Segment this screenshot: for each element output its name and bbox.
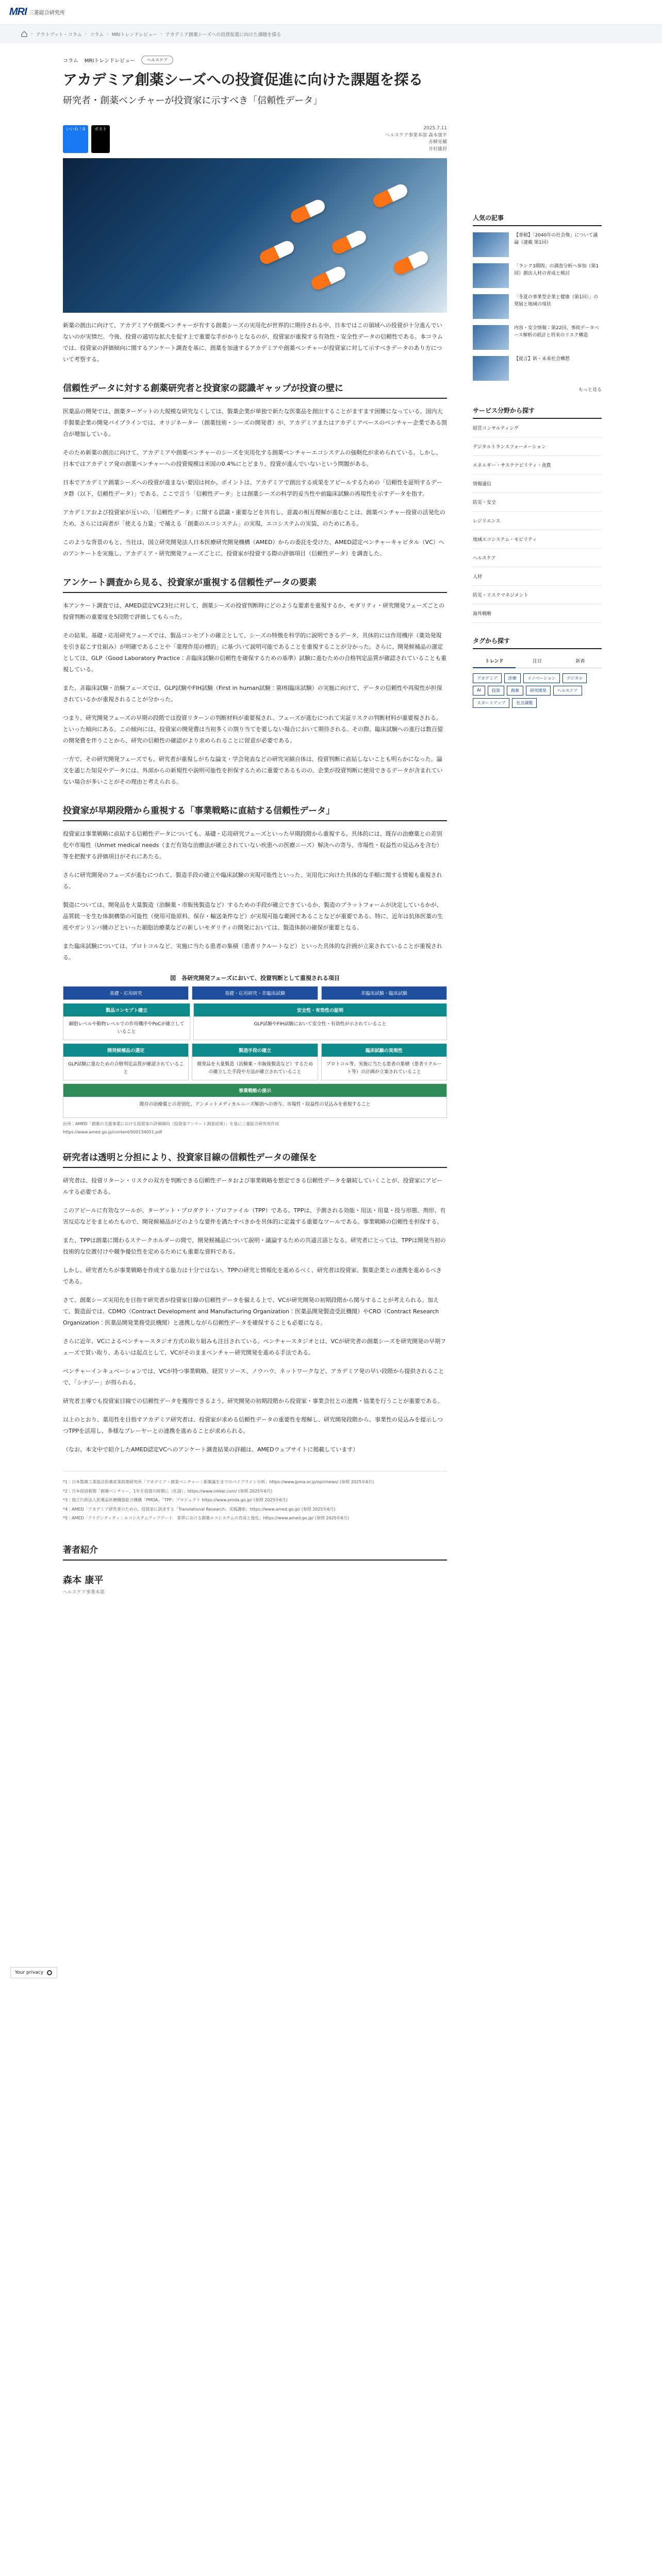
ranking-item[interactable]: 「ランク3期間」の調査分析へ参加（第1回）創出人材の育成と検討 — [473, 263, 602, 288]
service-link[interactable]: ヘルスケア — [473, 549, 602, 567]
author-name[interactable]: 森本 康平 — [63, 1574, 104, 1586]
section-heading: 信頼性データに対する創薬研究者と投資家の認識ギャップが投資の壁に — [63, 381, 447, 399]
more-link[interactable]: もっと見る — [578, 387, 602, 393]
service-link[interactable]: 防災・リスクマネジメント — [473, 586, 602, 604]
category-label[interactable]: コラム — [63, 58, 78, 64]
service-link[interactable]: 防災・安全 — [473, 493, 602, 512]
figure-box: 開発候補品の選定 GLP試験に進むための合格判定品質が確認されていること — [63, 1043, 189, 1080]
body-paragraph: さらに研究開発のフェーズが進むにつれて、製造手段の確立や臨床試験の実現可能性といった、実用化に向けた具体的な手順に関する情報も重視される。 — [63, 872, 442, 890]
footnote[interactable]: *4：AMED「アカデミア研究者のための、投資家に訴求する「Translational Research」実践講座」https://www.amed.go.jp/ (参照 2025年6月) — [63, 1506, 336, 1512]
body-paragraph: 本アンケート調査では、AMED認定VC23社に対して、創薬シーズの投資判断時にどのような要素を重視するか、モダリティ・研究開発フェーズごとの投資判断の重要度を5段階で評価してもらった。 — [63, 602, 445, 621]
phase-figure — [63, 974, 447, 1134]
privacy-label: Your privacy — [15, 1970, 44, 1975]
ranking-thumbnail — [473, 263, 509, 288]
article-main — [63, 43, 447, 1595]
footnote[interactable]: *5：AMED「アイデンティティ：エコシステムアップデート 業界における創薬エコシステムの育成と強化」https://www.amed.go.jp/ (参照 2025年6月) — [63, 1516, 349, 1521]
tab-featured[interactable]: 注目 — [516, 654, 558, 668]
section-heading: アンケート調査から見る、投資家が重視する信頼性データの要素 — [63, 575, 447, 593]
ranking-heading: 人気の記事 — [473, 213, 602, 226]
service-link[interactable]: 地域エコシステム・モビリティ — [473, 530, 602, 549]
breadcrumb-separator: › — [107, 31, 109, 37]
service-link[interactable]: 海外戦略 — [473, 604, 602, 623]
breadcrumb — [0, 25, 662, 43]
tag-chip[interactable]: イノベーション — [523, 673, 560, 683]
tab-trend[interactable]: トレンド — [473, 654, 516, 668]
body-paragraph: さて、創薬シーズ実用化を目指す研究者が投資家目線の信頼性データを備える上で、VCが研究開発の初期段階から関与することが考えられる。加えて、製造面では、CDMO（Contract Development and Manufacturing Organization：医薬品開発製造受託機関）やCRO（Contract Research Organization：医薬品開発業務受託機関）と連携しながら信頼性データを確保することも必要になる。 — [63, 1296, 439, 1326]
body-paragraph: アカデミアおよび投資家が互いの、「信頼性データ」に関する認識・重要などを共有し、意義の相互理解が進むことは、創薬ベンチャー投資の活発化のため、さらには両者が「使える力量」で補える「創薬のエコシステム」の実現、エコシステムの実装、のためにある。 — [63, 509, 445, 528]
tab-new[interactable]: 新着 — [559, 654, 602, 668]
footnote[interactable]: *3：独立行政法人医薬品医療機器総合機構「PMDA」「TPP」プロジェクト https://www.pmda.go.jp/ (参照 2025年6月) — [63, 1498, 288, 1503]
service-link[interactable]: 情報通信 — [473, 474, 602, 493]
phase-label: 非臨床試験・臨床試験 — [321, 986, 447, 1000]
service-link[interactable]: エネルギー・サステナビリティ・食農 — [473, 456, 602, 474]
body-paragraph: つまり、研究開発フェーズの早期の段階では投資リターンの判断材料が重要視され、フェーズが進むにつれて実証リスクの判断材料が重要視される。といった傾向にある。この傾向には、投資家の開発費は当初多くの割り当てを要しない場合において期待される。その際、臨床試験への進行は数百億の開発費を伴うことから、研究の信頼性の確認がより求められることに留意が必要である。 — [63, 715, 443, 744]
article-title: アカデミア創薬シーズへの投資促進に向けた課題を探る — [63, 71, 423, 88]
figure-caption: 出所：AMED「創薬の支援事業における投資家の評価傾向（投資家アンケート調査結果）」を基に三菱総合研究所作成 — [63, 1121, 279, 1126]
share-buttons — [63, 125, 110, 153]
body-paragraph: 研究者は、投資リターン・リスクの双方を判断できる信頼性データおよび事業戦略を想定できる信頼性データを継続していくことが、投資家にアピールする必要である。 — [63, 1177, 443, 1195]
tag-chip[interactable]: 社会課題 — [512, 698, 537, 708]
site-header — [0, 0, 662, 25]
phase-label: 基礎・応用研究 — [63, 986, 189, 1000]
figure-caption-link[interactable]: https://www.amed.go.jp/content/000134051.pdf — [63, 1129, 162, 1134]
facebook-like-button[interactable]: いいね！0 — [63, 125, 88, 153]
body-paragraph: また臨床試験については、プロトコルなど、実施に当たる患者の集積（患者リクルートなど）といった具体的な計画が立案されていることが重視される。 — [63, 943, 442, 961]
tag-chip[interactable]: デジタル — [562, 673, 587, 683]
ranking-thumbnail — [473, 325, 509, 350]
tag-chip[interactable]: AI — [473, 686, 485, 696]
logo-text[interactable]: 三菱総合研究所 — [28, 10, 65, 16]
tag-tabs — [473, 654, 602, 668]
breadcrumb-separator: › — [85, 31, 87, 37]
logo-mark[interactable]: MRI — [9, 6, 27, 18]
tag-chip[interactable]: アカデミア — [473, 673, 502, 683]
figure-box: 事業戦略の提示 既存の治療薬との差別化、アンメットメディカルニーズ解消への寄与、市場性・収益性の見込みを重視すること — [63, 1083, 447, 1118]
tags-heading: タグから探す — [473, 636, 602, 649]
tag-chip[interactable]: 医療 — [504, 673, 521, 683]
footnotes — [63, 1471, 447, 1522]
body-paragraph: しかし、研究者たちが事業戦略を作成する能力は十分ではない。TPPの研究と情報化を進めるべく、研究者は投資家、製薬企業との連携を進めるべきである。 — [63, 1266, 442, 1285]
ranking-item[interactable]: 【提言】新・未来社会構想 — [473, 356, 602, 381]
privacy-button[interactable] — [10, 1967, 57, 1978]
home-icon[interactable] — [21, 30, 28, 38]
author-role: ヘルスケア事業本部 — [63, 1589, 105, 1595]
section-heading: 研究者は透明と分担により、投資家目線の信頼性データの確保を — [63, 1150, 447, 1168]
ranking-thumbnail — [473, 294, 509, 319]
byline — [385, 125, 447, 153]
tag-chip[interactable]: ヘルスケア — [553, 686, 582, 696]
author-link[interactable]: 井村雄将 — [428, 146, 447, 152]
breadcrumb-separator: › — [31, 31, 33, 37]
body-paragraph: また、非臨床試験・治験フェーズでは、GLP試験やFIH試験（First in human試験：第I相臨床試験）の実施に向けて、データの信頼性や再現性が担保されているかが重視されることが分かった。 — [63, 685, 442, 703]
body-paragraph: 製造については、開発品を大量製造（治験薬・市販後製造など）するための手段が確立できているか、製造のプラットフォームが決定しているかが、品質統一を生む体制構築の可能性（使用可能原料、保存・輸送条件など）が実現可能な範囲であることなどが重要である。特に、近年は抗体医薬の生産やガンリンパ腫のどといった細胞治療薬などの新しいモダリティの開発においては、製造体制の確保が重要となる。 — [63, 902, 443, 931]
ranking-thumbnail — [473, 232, 509, 257]
body-paragraph: このアピールに有効なツールが、ターゲット・プロダクト・プロファイル（TPP）である。TPPは、予測される効能・用法・用量・投与形態、剤形、有害反応などをまとめたもので、開発候補品がどのような要件を満たすべきかを具体的に定義する重要なツールである。事業戦略の信頼性を担保する。 — [63, 1207, 446, 1225]
body-paragraph: その結果、基礎・応用研究フェーズでは、製品コンセプトの確立として、シーズの特徴を科学的に説明できるデータ、具体的には作用機序（薬効発現を引き起こす仕組み）が明確であることや「薬理作用の標的」に基づいて説明可能であることを重視することが分かった。さらに、開発候補品の選定としては、GLP（Good Laboratory Practice：非臨床試験の信頼性を確保するための基準）試験に進むための合格判定品質が確認されていることも重視している。 — [63, 632, 447, 673]
category-line — [63, 56, 447, 64]
phase-label: 基礎・応用研究・非臨床試験 — [192, 986, 318, 1000]
tag-list — [473, 673, 602, 708]
body-paragraph: さらに近年、VCによるベンチャースタジオ方式の取り組みも注目されている。ベンチャースタジオとは、VCが研究者の創薬シーズを研究開発の早期フェーズで買い取り、あるいは起点として、VCがそのままベンチャー研究開発を進める手法である。 — [63, 1337, 446, 1356]
footnote[interactable]: *1：日本製薬工業協会医薬産業政策研究所「アカデミア・創業ベンチャー：新薬誕生までのパイプライン分析」https://www.jpma.or.jp/opir/news/ (参照 2025年6月) — [63, 1479, 374, 1484]
breadcrumb-item[interactable]: MRIトレンドレビュー — [111, 32, 158, 38]
hero-image — [63, 158, 447, 313]
service-link[interactable]: 人材 — [473, 567, 602, 586]
publish-date: 2025.7.11 — [423, 126, 447, 131]
tag-chip[interactable]: 創薬 — [507, 686, 523, 696]
article-meta — [63, 125, 447, 153]
body-paragraph: 一方で、その研究開発フェーズでも、研究者が重視しがちな論文・学会発表などの研究実績自体は、投資判断に直結しないことも明らかになった。論文を通じた知見やデータには、外部からの新規性や説明可能性を担保するために重要であるものの、企業が投資判断に使用できるデータが含まれていない場合が多いことがその理由と考えられる。 — [63, 756, 443, 786]
body-paragraph: 日本でアカデミア創薬シーズへの投資が進まない要因は何か。ポイントは、アカデミアで創出する成果をアピールするための「信頼性を証明するデータ群（以下、信頼性データ）」である。ここで言う「信頼性データ」とは創薬シーズの科学的妥当性や前臨床試験の再現性を示すデータを指す。 — [63, 479, 442, 498]
service-link[interactable]: デジタルトランスフォーメーション — [473, 437, 602, 456]
author-link[interactable]: 赤柳晃輔 — [428, 140, 447, 145]
gear-icon — [46, 1970, 53, 1976]
author-link[interactable]: ヘルスケア事業本部 森本康平 — [385, 132, 447, 138]
figure-box: 安全性・有効性の証明 GLP試験やFIH試験において安全性・有効性が示されていること — [193, 1003, 447, 1040]
body-paragraph: そのため新薬の創出に向けて、アカデミアや創薬ベンチャーのシーズを実用化する創薬ベンチャーエコシステムの強靭化が求められている。しかし、日本ではアカデミア発の創薬ベンチャーへの投資規模は米国の0.4%にとどまり、投資が進んでいないという問題がある。 — [63, 449, 442, 468]
figure-box: 製造手段の確立 開発品を大量製造（治験薬・市販後製造など）するための確立した手段や方法が確立されていること — [192, 1043, 318, 1080]
body-paragraph: このような背景のもと、当社は、国立研究開発法人日本医療研究開発機構（AMED）からの委託を受けた、AMED認定ベンチャーキャピタル（VC）へのアンケートを実施し、アカデミア・研究開発フェーズごとに、投資家が投資する際の評価項目（信頼性データ）を調査した。 — [63, 539, 444, 557]
x-post-button[interactable]: ポスト — [91, 125, 110, 153]
topic-tag[interactable]: ヘルスケア — [141, 56, 173, 64]
footnote[interactable]: *2：日本経済新聞「創薬ベンチャー、1年を投資の時期に（社説）」https://www.nikkei.com/ (参照 2025年6月) — [63, 1488, 273, 1494]
ranking-item[interactable]: 【寄稿】「2040年の社会像」について議論（連載 第1回） — [473, 232, 602, 257]
body-paragraph: （なお、本文中で紹介したAMED認定VCへのアンケート調査結果の詳細は、AMEDウェブサイトに掲載しています） — [63, 1446, 359, 1453]
breadcrumb-current: アカデミア創薬シーズへの投資促進に向けた課題を探る — [165, 32, 282, 38]
body-paragraph: 医薬品の開発では、創薬ターゲットの大規模な研究なくしては、製薬企業が単独で新たな医薬品を創出することがますます困難になっている。国内大手製薬企業の開発パイプラインでは、オリジネーター（創薬技術・シーズの開発者）が、アカデミアまたはアカデミアベースのベンチャー企業である割合が増加している。 — [63, 408, 447, 438]
tag-chip[interactable]: スタートアップ — [473, 698, 509, 708]
body-paragraph: 投資家は事業戦略に直結する信頼性データについても、基礎・応用研究フェーズといった早期段階から重視する。具体的には、既存の治療薬との差別化や市場性（Unmet medical needs（まだ有効な治療法が確立されていない疾患への医療ニーズ）解決への寄与、市場性・収益性の見込みを含む）等を把握する評価項目がそれにあたる。 — [63, 831, 442, 860]
body-paragraph: ベンチャーインキュベーションでは、VCが持つ事業戦略、経営リソース、ノウハウ、ネットワークなど、アカデミア発の早い段階から提供されることで、「シナジー」が得られる。 — [63, 1367, 444, 1386]
breadcrumb-item[interactable]: アウトプット・コラム — [36, 32, 82, 38]
article-subtitle: 研究者・創薬ベンチャーが投資家に示すべき「信頼性データ」 — [63, 95, 323, 107]
ranking-item[interactable]: 「冬夏の事業型企業と健康（第1回）」の発展と地域の現状 — [473, 294, 602, 319]
body-paragraph: 研究者主導でも投資家目線での信頼性データを獲得できるよう、研究開発の初期段階から投資家・事業会社との連携・協業を行うことが重要である。 — [63, 1397, 443, 1404]
breadcrumb-separator: › — [160, 31, 162, 37]
section-heading: 投資家が早期段階から重視する「事業戦略に直結する信頼性データ」 — [63, 803, 447, 821]
ranking-thumbnail — [473, 356, 509, 381]
services-heading: サービス分野から探す — [473, 406, 602, 419]
author-heading: 著者紹介 — [63, 1543, 447, 1561]
breadcrumb-item[interactable]: コラム — [90, 32, 104, 38]
body-paragraph: 以上のとおり、薬用性を目指すアカデミア研究者は、投資家が求める信頼性データの重要性を理解し、研究開発段階から、事業性の見込みを提示しつつTPPを活用し、多様なプレーヤーとの連携を進めることが求められる。 — [63, 1416, 443, 1434]
ranking-item[interactable]: 内容・安全情報：第22回、事故データベース解析の統計と将来のリスク構造 — [473, 325, 602, 350]
tag-chip[interactable]: 研究開発 — [526, 686, 551, 696]
service-link[interactable]: レジリエンス — [473, 512, 602, 530]
tag-chip[interactable]: 投資 — [488, 686, 504, 696]
sidebar — [473, 43, 602, 1595]
body-paragraph: また、TPPは創薬に関わるステークホルダーの間で、開発候補品について説明・議論するための共通言語となる。研究者にとっては、TPPは開発当初の技術的な位置付けや競争優位性を定めるためにも重要な資料である。 — [63, 1236, 446, 1255]
figure-title: 図 各研究開発フェーズにおいて、投資判断として重視される項目 — [170, 975, 340, 982]
service-link[interactable]: 経営コンサルティング — [473, 419, 602, 437]
figure-box: 臨床試験の実現性 プロトコル等、実施に当たる患者の集積（患者リクルート等）の計画が立案されていること — [321, 1043, 447, 1080]
series-label[interactable]: MRIトレンドレビュー — [84, 58, 136, 64]
intro-paragraph: 新薬の創出に向けて、アカデミアや創薬ベンチャーが有する創薬シーズの実用化が世界的に期待される中、日本ではこの領域への投資が十分進んでいないのが実情だ。今後、投資の適切な拡大を促す上で重要な手がかりとなるのが、投資家が重視する有効性・安全性データの信頼性である。本コラムでは、投資家の評価傾向に関するアンケート調査を基に、創薬を加速するアカデミアや創薬ベンチャーが投資家に対して示すべきデータのあり方について考察する。 — [63, 322, 443, 363]
figure-box: 製品コンセプト確立 細胞レベルや動物レベルでの作用機序やPoCが確立していること — [63, 1003, 190, 1040]
